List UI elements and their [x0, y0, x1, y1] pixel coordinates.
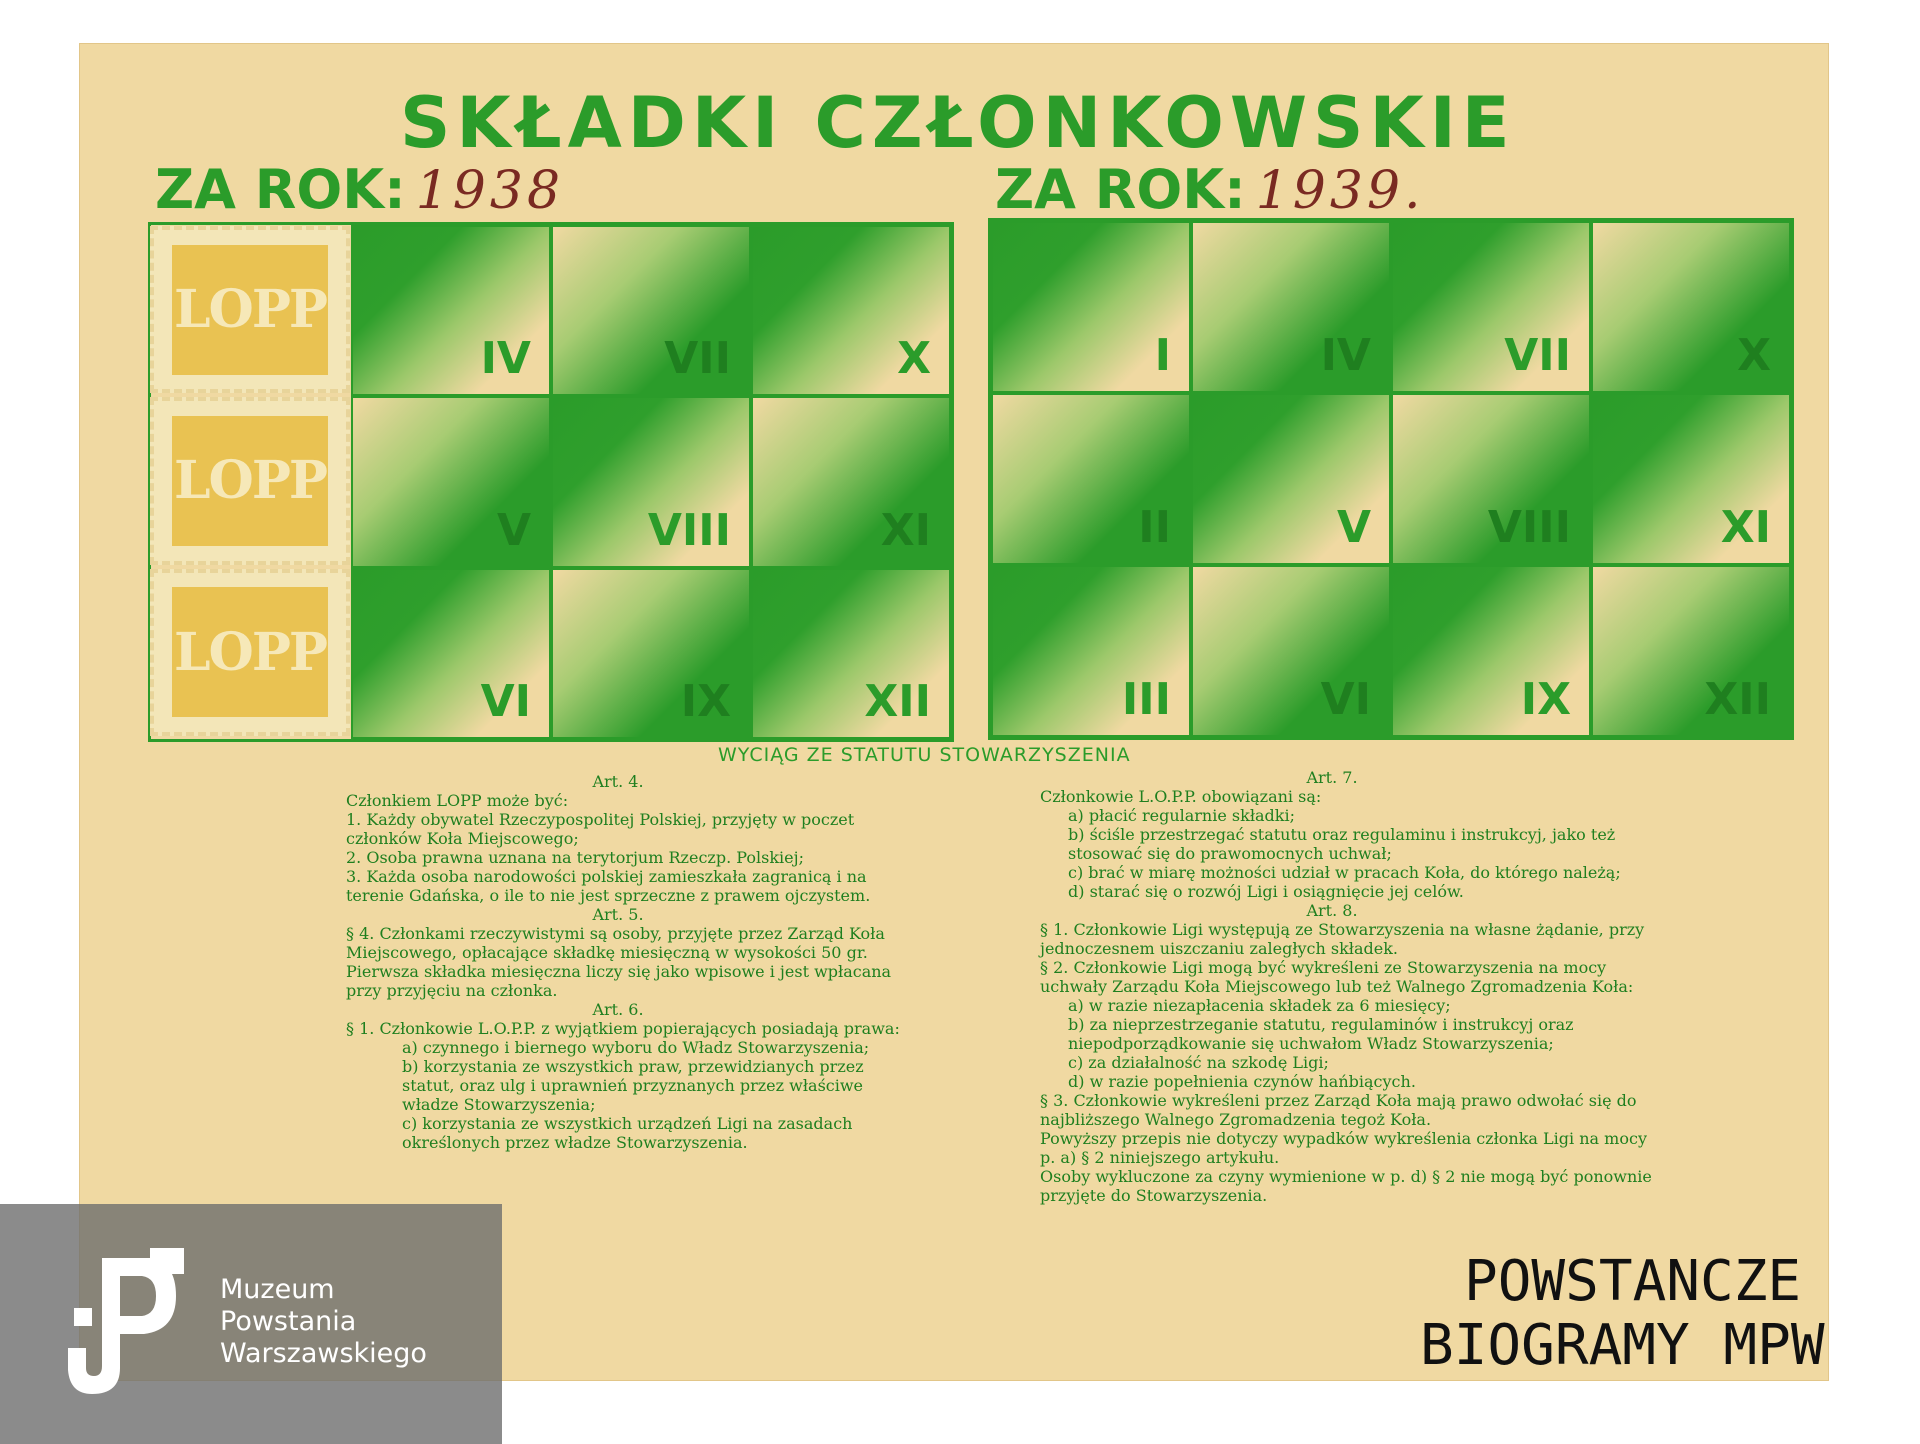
- stamp-column: [150, 226, 350, 736]
- month-cell: [1391, 221, 1591, 393]
- month-label: VIII: [647, 504, 731, 556]
- month-label: VI: [1320, 674, 1371, 725]
- month-label: X: [897, 333, 931, 385]
- museum-line: Powstania: [220, 1306, 357, 1337]
- lopp-stamp: [150, 226, 350, 393]
- month-cell: [351, 568, 551, 739]
- paragraph: § 2. Członkowie Ligi mogą być wykreśleni ze Stowarzyszenia na mocy uchwały Zarządu Koła Miejscowego lub też Walnego Zgromadzenia Koła:: [1040, 958, 1634, 996]
- article-heading: Art. 7.: [1306, 768, 1358, 787]
- month-cell: [1191, 565, 1391, 737]
- month-cell: [751, 225, 951, 396]
- list-item: c) za działalność na szkodę Ligi;: [1068, 1053, 1329, 1072]
- list-item: b) ściśle przestrzegać statutu oraz regulaminu i instrukcyj, jako też stosować się do prawomocnych uchwał;: [1068, 825, 1616, 863]
- month-label: XI: [880, 504, 931, 556]
- year-left-label: ZA ROK:: [155, 158, 406, 221]
- month-cell: [1591, 393, 1791, 565]
- list-item: c) brać w miarę możności udział w pracach Koła, do którego należą;: [1068, 863, 1621, 882]
- month-label: XII: [864, 675, 931, 727]
- month-cell: [1391, 393, 1591, 565]
- paragraph: § 1. Członkowie Ligi występują ze Stowarzyszenia na własne żądanie, przy jednoczesnem uiszczaniu zaległych składek.: [1040, 920, 1645, 958]
- month-label: IX: [680, 675, 731, 727]
- list-item: a) w razie niezapłacenia składek za 6 miesięcy;: [1068, 996, 1451, 1015]
- museum-badge: [0, 1204, 502, 1444]
- stamp-text: LOPP: [173, 621, 327, 683]
- month-label: XII: [1704, 674, 1771, 725]
- month-cell: [551, 396, 751, 567]
- statute-left-column: [318, 772, 918, 1152]
- article-heading: Art. 8.: [1306, 901, 1358, 920]
- list-item: c) korzystania ze wszystkich urządzeń Ligi na zasadach określonych przez władze Stowarzyszenia.: [402, 1114, 853, 1152]
- watermark-text: [1420, 1250, 1825, 1378]
- month-label: IV: [480, 333, 531, 385]
- list-item: b) za nieprzestrzeganie statutu, regulaminów i instrukcyj oraz niepodporządkowanie się uchwałom Władz Stowarzyszenia;: [1068, 1015, 1574, 1053]
- month-label: IX: [1520, 674, 1571, 725]
- year-right: [995, 158, 1425, 221]
- stamp-text: LOPP: [173, 279, 327, 341]
- paragraph: Członkiem LOPP może być:: [346, 791, 569, 810]
- list-item: d) w razie popełnienia czynów hańbiących.: [1068, 1072, 1416, 1091]
- article-heading: Art. 5.: [592, 905, 644, 924]
- watermark-line: BIOGRAMY MPW: [1420, 1313, 1825, 1378]
- paragraph: 3. Każda osoba narodowości polskiej zamieszkała zagranicą i na terenie Gdańska, o ile to nie jest sprzeczne z prawem ojczystem.: [346, 867, 871, 905]
- anchor-logo-icon: [64, 1248, 204, 1398]
- month-label: V: [496, 504, 531, 556]
- month-cell: [751, 396, 951, 567]
- museum-line: Muzeum: [220, 1274, 335, 1305]
- paragraph: Powyższy przepis nie dotyczy wypadków wykreślenia członka Ligi na mocy p. a) § 2 niniejszego artykułu.: [1040, 1129, 1647, 1167]
- paragraph: § 1. Członkowie L.O.P.P. z wyjątkiem popierających posiadają prawa:: [346, 1019, 900, 1038]
- list-item: b) korzystania ze wszystkich praw, przewidzianych przez statut, oraz ulg i uprawnień przyznanych przez właściwe władze Stowarzyszenia;: [402, 1057, 864, 1114]
- stamp-text: LOPP: [173, 450, 327, 512]
- card-title: SKŁADKI CZŁONKOWSKIE: [400, 82, 1516, 164]
- month-cell: [351, 396, 551, 567]
- month-label: III: [1121, 674, 1171, 725]
- grid-1939: [988, 218, 1794, 740]
- month-cell: [1191, 221, 1391, 393]
- month-cell: [1191, 393, 1391, 565]
- paragraph: Członkowie L.O.P.P. obowiązani są:: [1040, 787, 1322, 806]
- article-heading: Art. 4.: [592, 772, 644, 791]
- month-label: VII: [664, 333, 731, 385]
- month-label: I: [1154, 330, 1171, 381]
- year-right-label: ZA ROK:: [995, 158, 1246, 221]
- month-label: VIII: [1487, 502, 1571, 553]
- list-item: a) płacić regularnie składki;: [1068, 806, 1295, 825]
- month-cell: [751, 568, 951, 739]
- statute-title: WYCIĄG ZE STATUTU STOWARZYSZENIA: [718, 744, 1131, 766]
- paragraph: Osoby wykluczone za czyny wymienione w p. d) § 2 nie mogą być ponownie przyjęte do Stowarzyszenia.: [1040, 1167, 1652, 1205]
- year-left-value: 1938: [415, 161, 565, 221]
- month-label: XI: [1720, 502, 1771, 553]
- paragraph: § 4. Członkami rzeczywistymi są osoby, przyjęte przez Zarząd Koła Miejscowego, opłacające składkę miesięczną w wysokości 50 gr. Pierwsza składka miesięczna liczy się jako wpisowe i jest wpłacana przy przyjęciu na członka.: [346, 924, 892, 1000]
- month-label: X: [1737, 330, 1771, 381]
- list-item: d) starać się o rozwój Ligi i osiągnięcie jej celów.: [1068, 882, 1464, 901]
- month-cell: [551, 225, 751, 396]
- lopp-stamp: [150, 397, 350, 564]
- paragraph: 2. Osoba prawna uznana na terytorjum Rzeczp. Polskiej;: [346, 848, 804, 867]
- article-heading: Art. 6.: [592, 1000, 644, 1019]
- month-cell: [351, 225, 551, 396]
- month-cell: [1591, 221, 1791, 393]
- month-label: II: [1138, 502, 1171, 553]
- month-cell: [1391, 565, 1591, 737]
- month-cell: [991, 393, 1191, 565]
- lopp-stamp: [150, 569, 350, 736]
- month-cell: [991, 565, 1191, 737]
- month-cell: [1591, 565, 1791, 737]
- list-item: a) czynnego i biernego wyboru do Władz Stowarzyszenia;: [402, 1038, 870, 1057]
- paragraph: § 3. Członkowie wykreśleni przez Zarząd Koła mają prawo odwołać się do najbliższego Walnego Zgromadzenia tegoż Koła.: [1040, 1091, 1637, 1129]
- statute-right-column: [1012, 768, 1652, 1205]
- month-label: VII: [1504, 330, 1571, 381]
- museum-line: Warszawskiego: [220, 1338, 427, 1369]
- month-cell: [991, 221, 1191, 393]
- museum-name: [220, 1274, 427, 1370]
- month-label: IV: [1320, 330, 1371, 381]
- paragraph: 1. Każdy obywatel Rzeczypospolitej Polskiej, przyjęty w poczet członków Koła Miejscowego;: [346, 810, 855, 848]
- month-label: VI: [480, 675, 531, 727]
- month-label: V: [1336, 502, 1371, 553]
- year-left: [155, 158, 564, 221]
- watermark-line: POWSTANCZE: [1464, 1249, 1802, 1314]
- year-right-value: 1939.: [1255, 161, 1425, 221]
- month-cell: [551, 568, 751, 739]
